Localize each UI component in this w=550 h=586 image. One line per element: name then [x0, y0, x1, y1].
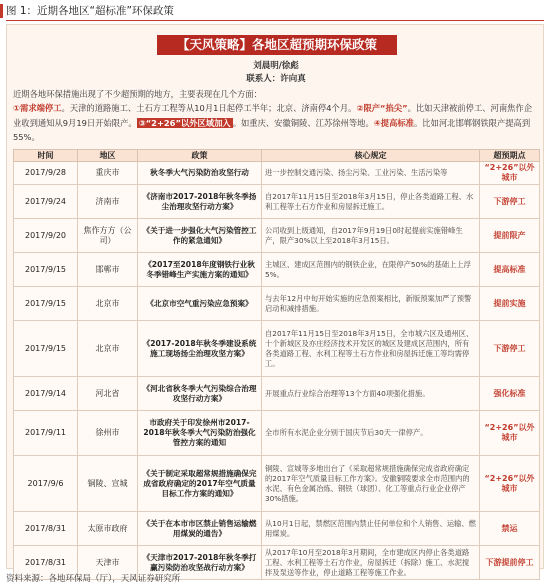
- cell-date: 2017/9/24: [14, 185, 78, 219]
- cell-policy: 《关于进一步强化大气污染管控工作的紧急通知》: [138, 219, 262, 253]
- banner-title: 【天风策略】各地区超预期环保政策: [157, 35, 397, 55]
- cell-tag: “2+26”以外城市: [480, 162, 540, 185]
- point-3-text: 。如重庆、安徽铜陵、江苏徐州等地。: [232, 117, 374, 128]
- cell-tag: 下游提前停工: [480, 546, 540, 580]
- banner-contact: 联系人：许向真: [246, 74, 306, 84]
- cell-core-rules: 从2017年10月至2018年3月期间，全市建成区内停止各类道路工程、水利工程等土石方作业，房屋拆迁（拆除）施工、水泥搅拌及泵送等作业，停止道路工程等施工作业。: [262, 546, 480, 580]
- point-3-highlight: ③“2+26”以外区域加入: [138, 117, 231, 128]
- cell-core-rules: 开展重点行业综合治理等13个方面40项强化措施。: [262, 377, 480, 411]
- point-4-highlight: ④提高标准: [373, 117, 414, 128]
- table-header-row: [14, 150, 540, 162]
- cell-policy: 《关于在本市市区禁止销售运输燃用煤炭的通告》: [138, 512, 262, 546]
- cell-date: 2017/9/11: [14, 411, 78, 456]
- intro-paragraph: [13, 87, 539, 145]
- cell-core-rules: 从10月1日起，禁燃区范围内禁止任何单位和个人销售、运输、燃用煤炭。: [262, 512, 480, 546]
- cell-policy: 《河北省秋冬季大气污染综合治理攻坚行动方案》: [138, 377, 262, 411]
- cell-region: 徐州市: [78, 411, 138, 456]
- cell-region: 太原市政府: [78, 512, 138, 546]
- point-1-highlight: ①需求端停工: [13, 103, 62, 114]
- policy-panel: [6, 24, 544, 577]
- point-2-text: 。比如天津被前停工、河南焦作企业收到通知从9月19日开始限产。: [13, 103, 533, 128]
- cell-region: 重庆市: [78, 162, 138, 185]
- cell-date: 2017/9/6: [14, 456, 78, 512]
- cell-tag: 下游停工: [480, 321, 540, 377]
- cell-date: 2017/9/14: [14, 377, 78, 411]
- figure-title-text: 图 1：近期各地区“超标准”环保政策: [6, 5, 174, 17]
- cell-tag: “2+26”以外城市: [480, 411, 540, 456]
- source-note: 资料来源：各地环保局（厅），天风证券研究所: [6, 574, 181, 584]
- cell-date: 2017/9/28: [14, 162, 78, 185]
- cell-tag: 提前实施: [480, 287, 540, 321]
- cell-core-rules: 自2017年11月15日至2018年3月15日，全市城六区及通州区、十个新城区及亦庄经济技术开发区的城区及建成区范围内，所有各类道路工程、水利工程等土石方作业和房屋拆迁施工等均需停工。: [262, 321, 480, 377]
- cell-date: 2017/8/31: [14, 512, 78, 546]
- cell-policy: 《2017-2018年秋冬季建设系统施工现场扬尘治理攻坚方案》: [138, 321, 262, 377]
- cell-tag: 禁运: [480, 512, 540, 546]
- table-row: [14, 321, 540, 377]
- cell-date: 2017/9/20: [14, 219, 78, 253]
- cell-date: 2017/9/15: [14, 287, 78, 321]
- table-row: [14, 512, 540, 546]
- table-row: [14, 411, 540, 456]
- cell-region: 焦作方方（公司）: [78, 219, 138, 253]
- cell-date: 2017/8/31: [14, 546, 78, 580]
- point-4-text: 。比如河北邯郸钢铁限产提高到55%。: [13, 117, 531, 143]
- cell-core-rules: 公司收到上级通知，自2017年9月19日0时起提前实施错峰生产，限产30%以上至2018年3月15日。: [262, 219, 480, 253]
- header-policy: 政策: [138, 150, 262, 162]
- table-row: [14, 377, 540, 411]
- cell-tag: 提高标准: [480, 253, 540, 287]
- cell-tag: 提前限产: [480, 219, 540, 253]
- figure-title: [6, 3, 174, 19]
- cell-policy: 《关于制定采取超常规措施确保完成省政府确定的2017年空气质量目标工作方案的通知》: [138, 456, 262, 512]
- cell-core-rules: 自2017年11月15日至2018年3月15日，停止各类道路工程、水利工程等土石方作业和房屋拆迁施工。: [262, 185, 480, 219]
- cell-core-rules: 全市所有水泥企业分别于国庆节后30天一律停产。: [262, 411, 480, 456]
- title-accent-bar: [0, 4, 3, 18]
- header-unexpected-point: 超预期点: [480, 150, 540, 162]
- cell-region: 铜陵、宣城: [78, 456, 138, 512]
- title-divider: [6, 20, 544, 21]
- cell-core-rules: 铜陵、宣城等多地出台了《采取超常规措施确保完成省政府确定的2017年空气质量目标工作方案》。安徽铜陵要求全市范围内的水泥、有色金属冶炼、钢铁（球团）、化工等重点行业企业停产30%措施。: [262, 456, 480, 512]
- cell-policy: 《2017至2018年度钢铁行业秋冬季错峰生产实施方案的通知》: [138, 253, 262, 287]
- cell-region: 济南市: [78, 185, 138, 219]
- table-row: [14, 219, 540, 253]
- cell-date: 2017/9/15: [14, 321, 78, 377]
- table-row: [14, 253, 540, 287]
- table-row: [14, 185, 540, 219]
- point-1-text: 。天津的道路施工、土石方工程等从10月1日起停工半年；北京、济南停4个月。: [61, 103, 357, 114]
- cell-region: 北京市: [78, 321, 138, 377]
- point-2-highlight: ②限产“掐尖”: [356, 103, 408, 114]
- cell-region: 天津市: [78, 546, 138, 580]
- cell-region: 北京市: [78, 287, 138, 321]
- cell-policy: 《北京市空气重污染应急预案》: [138, 287, 262, 321]
- cell-core-rules: 主城区、建成区范围内的钢铁企业，在限停产50%的基础上上浮5%。: [262, 253, 480, 287]
- header-core-rules: 核心规定: [262, 150, 480, 162]
- cell-policy: 《济南市2017-2018年秋冬季扬尘治理攻坚行动方案》: [138, 185, 262, 219]
- table-row: [14, 287, 540, 321]
- table-row: [14, 162, 540, 185]
- cell-tag: “2+26”以外城市: [480, 456, 540, 512]
- table-row: [14, 456, 540, 512]
- policy-table: [13, 149, 540, 580]
- banner-authors: 刘晨明/徐彪: [253, 61, 299, 71]
- cell-region: 邯郸市: [78, 253, 138, 287]
- intro-lead: 近期各地环保措施出现了不少超预期的地方，主要表现在几个方面：: [13, 89, 262, 99]
- cell-policy: 《天津市2017-2018年秋冬季打赢污染防治攻坚战行动方案》: [138, 546, 262, 580]
- cell-core-rules: 进一步控制交通污染、扬尘污染、工业污染、生活污染等: [262, 162, 480, 185]
- cell-policy: 秋冬季大气污染防治攻坚行动: [138, 162, 262, 185]
- header-region: 地区: [78, 150, 138, 162]
- cell-tag: 强化标准: [480, 377, 540, 411]
- cell-date: 2017/9/15: [14, 253, 78, 287]
- cell-region: 河北省: [78, 377, 138, 411]
- cell-tag: 下游停工: [480, 185, 540, 219]
- header-date: 时间: [14, 150, 78, 162]
- cell-core-rules: 与去年12月中旬开始实施的应急预案相比，新版预案加严了预警启动和减排措施。: [262, 287, 480, 321]
- cell-policy: 市政府关于印发徐州市2017-2018年秋冬季大气污染防治强化管控方案的通知: [138, 411, 262, 456]
